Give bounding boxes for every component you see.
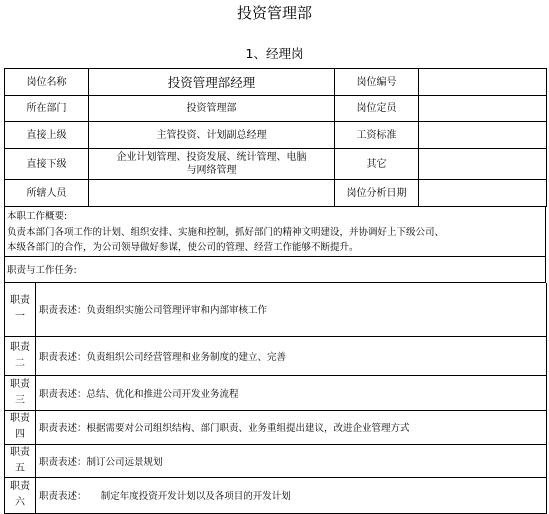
- duties-table: [4, 283, 547, 514]
- duty-row: [5, 283, 547, 336]
- value-analysis-date: [419, 180, 547, 207]
- row-staff: [5, 180, 547, 207]
- value-direct-subordinate-line1: 企业计划管理、投资发展、统计管理、电脑: [116, 152, 307, 163]
- label-salary-standard: 工资标准: [335, 122, 419, 149]
- document-title: 投资管理部: [236, 4, 312, 22]
- duty-text: 职责表述：负责组织实施公司管理评审和内部审核工作: [36, 283, 547, 336]
- section-heading: 1、经理岗: [245, 46, 304, 61]
- duty-text: 职责表述：负责组织公司经营管理和业务制度的建立、完善: [36, 336, 547, 375]
- duty-row: [5, 477, 547, 513]
- duty-row: [5, 336, 547, 375]
- duty-row: [5, 410, 547, 444]
- duty-label: 职责 二: [5, 336, 36, 375]
- value-position-name: 投资管理部经理: [89, 69, 335, 96]
- duty-row: [5, 444, 547, 477]
- label-direct-superior: 直接上级: [5, 122, 89, 149]
- tasks-heading: 职责与工作任务:: [4, 257, 546, 283]
- value-other: [419, 149, 547, 180]
- label-staff: 所辖人员: [5, 180, 89, 207]
- duty-row: [5, 375, 547, 410]
- label-position-code: 岗位编号: [335, 69, 419, 96]
- label-position-name: 岗位名称: [5, 69, 89, 96]
- value-position-code: [419, 69, 547, 96]
- duty-text: 职责表述：总结、优化和推进公司开发业务流程: [36, 375, 547, 410]
- value-staff: [89, 180, 335, 207]
- duty-label: 职责 四: [5, 410, 36, 444]
- job-summary-label: 本职工作概要:: [7, 211, 68, 222]
- position-info-table: [4, 68, 547, 207]
- label-other: 其它: [335, 149, 419, 180]
- duty-text: 职责表述：制订公司远景规划: [36, 444, 547, 477]
- row-direct-subordinate: [5, 149, 547, 180]
- value-headcount: [419, 96, 547, 122]
- label-analysis-date: 岗位分析日期: [335, 180, 419, 207]
- duty-label: 职责 六: [5, 477, 36, 513]
- value-department: 投资管理部: [89, 96, 335, 122]
- label-department: 所在部门: [5, 96, 89, 122]
- job-summary-line2: 本级各部门的合作，为公司领导做好参谋，使公司的管理、经营工作能够不断提升。: [7, 242, 359, 253]
- value-direct-subordinate: [89, 149, 335, 180]
- job-summary: [4, 207, 546, 257]
- duty-text: 职责表述：根据需要对公司组织结构、部门职责、业务重组提出建议，改进企业管理方式: [36, 410, 547, 444]
- value-direct-subordinate-line2: 与网络管理: [186, 165, 237, 176]
- value-direct-superior: 主管投资、计划副总经理: [89, 122, 335, 149]
- value-salary-standard: [419, 122, 547, 149]
- row-department: [5, 96, 547, 122]
- duty-label: 职责 五: [5, 444, 36, 477]
- label-headcount: 岗位定员: [335, 96, 419, 122]
- duty-text: 职责表述： 制定年度投资开发计划以及各项目的开发计划: [36, 477, 547, 513]
- row-position-name: [5, 69, 547, 96]
- label-direct-subordinate: 直接下级: [5, 149, 89, 180]
- duty-label: 职责 三: [5, 375, 36, 410]
- job-summary-line1: 负责本部门各项工作的计划、组织安排、实施和控制，抓好部门的精神文明建设，并协调好上下级公司、: [7, 226, 445, 238]
- row-direct-superior: [5, 122, 547, 149]
- duty-label: 职责 一: [5, 283, 36, 336]
